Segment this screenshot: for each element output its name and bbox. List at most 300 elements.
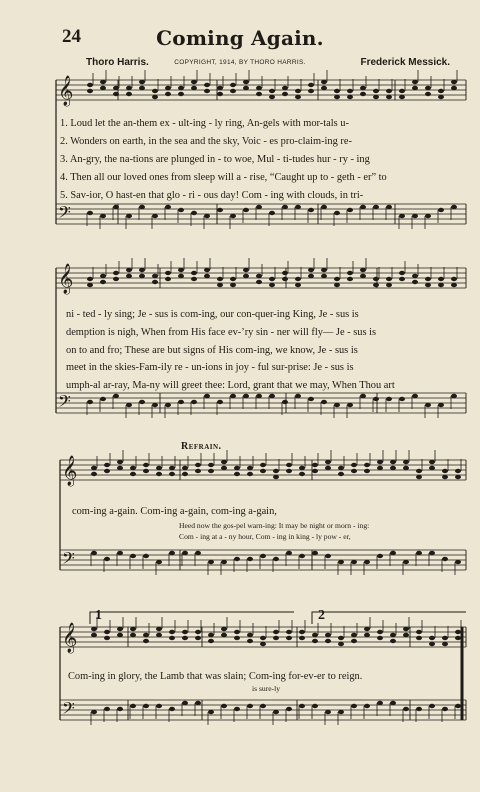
system-1-note-head	[399, 214, 405, 218]
system-2-note-head	[100, 274, 106, 278]
system-1-note-head	[178, 208, 184, 212]
system-3-note-head	[234, 466, 240, 470]
verse-2-line-2: demption is nigh, When from His face ev-’ry sin - ner will fly— Je - sus is	[66, 327, 377, 338]
system-4-note-head	[338, 636, 344, 640]
system-2-note-head	[269, 394, 275, 398]
system-3-note-head	[208, 463, 214, 467]
system-1-note-head	[295, 95, 301, 99]
system-1-note-head	[451, 80, 457, 84]
system-4-note-head	[416, 707, 422, 711]
system-3-note-head	[169, 551, 175, 555]
system-4-note-head	[338, 710, 344, 714]
system-3-note-head	[338, 560, 344, 564]
system-3-bass-clef-icon: 𝄢	[62, 548, 75, 572]
system-4-note-head	[221, 704, 227, 708]
system-4-note-head	[442, 636, 448, 640]
system-1-note-head	[217, 92, 223, 96]
system-4-note-head	[195, 630, 201, 634]
verse-5-line-2: umph-al ar-ray, Ma-ny will greet thee: Lord, grant that we may, When Thou art	[66, 380, 395, 391]
system-1-note-head	[295, 205, 301, 209]
system-1-note-head	[412, 80, 418, 84]
system-3-note-head	[195, 551, 201, 555]
system-2-note-head	[295, 277, 301, 281]
system-2-note-head	[217, 283, 223, 287]
system-2-note-head	[191, 400, 197, 404]
system-4-note-head	[312, 704, 318, 708]
system-4-note-head	[156, 633, 162, 637]
system-2-note-head	[282, 271, 288, 275]
system-2-note-head	[178, 268, 184, 272]
system-2-note-head	[152, 280, 158, 284]
system-2-note-head	[165, 271, 171, 275]
system-2-note-head	[217, 400, 223, 404]
system-4-note-head	[221, 627, 227, 631]
system-2-note-head	[191, 277, 197, 281]
system-4-note-head	[169, 636, 175, 640]
verse-2-line-1: 2. Wonders on earth, in the sea and the sky, Voic - es pro-claim-ing re-	[60, 136, 352, 147]
system-3-note-head	[182, 551, 188, 555]
system-3-note-head	[91, 551, 97, 555]
system-4-note-head	[104, 636, 110, 640]
system-1-note-head	[425, 86, 431, 90]
system-3-note-head	[130, 466, 136, 470]
system-3-note-head	[156, 472, 162, 476]
system-2-note-head	[152, 403, 158, 407]
system-4-note-head	[221, 633, 227, 637]
system-3-note-head	[312, 463, 318, 467]
system-3-note-head	[390, 466, 396, 470]
system-1-note-head	[243, 80, 249, 84]
system-3-note-head	[260, 554, 266, 558]
system-1-note-head	[139, 86, 145, 90]
system-2-note-head	[412, 280, 418, 284]
system-3-note-head	[169, 472, 175, 476]
system-2-note-head	[347, 277, 353, 281]
system-1-treble-clef-icon: 𝄞	[58, 76, 74, 106]
system-2-note-head	[165, 403, 171, 407]
system-1-note-head	[321, 80, 327, 84]
composer-left: Thoro Harris.	[86, 57, 149, 68]
system-1-note-head	[347, 89, 353, 93]
system-3-note-head	[260, 469, 266, 473]
system-1-note-head	[113, 86, 119, 90]
system-3-note-head	[325, 466, 331, 470]
second-ending-number: 2	[318, 608, 325, 623]
verse-3-line-1: 3. An-gry, the na-tions are plunged in - to woe, Mul - ti-tudes hur - ry - ing	[60, 154, 370, 165]
system-4-note-head	[299, 704, 305, 708]
system-4-note-head	[247, 704, 253, 708]
system-4-note-head	[234, 636, 240, 640]
system-4-note-head	[390, 639, 396, 643]
system-3-note-head	[390, 551, 396, 555]
system-1-note-head	[295, 89, 301, 93]
system-2-note-head	[399, 397, 405, 401]
system-2-note-head	[308, 274, 314, 278]
system-4-note-head	[169, 707, 175, 711]
system-2-note-head	[100, 280, 106, 284]
system-3-note-head	[117, 466, 123, 470]
system-3-note-head	[234, 557, 240, 561]
system-2-note-head	[425, 283, 431, 287]
system-3-note-head	[104, 557, 110, 561]
system-4-note-head	[104, 707, 110, 711]
system-2-note-head	[269, 283, 275, 287]
system-2-note-head	[360, 274, 366, 278]
system-4-note-head	[299, 636, 305, 640]
system-1-note-head	[412, 86, 418, 90]
system-1-note-head	[399, 89, 405, 93]
system-1-note-head	[152, 95, 158, 99]
system-4-note-head	[429, 636, 435, 640]
system-2-note-head	[165, 277, 171, 281]
system-2-note-head	[139, 274, 145, 278]
system-3-note-head	[130, 472, 136, 476]
page-number: 24	[62, 26, 81, 47]
system-2-note-head	[425, 277, 431, 281]
system-4-note-head	[286, 636, 292, 640]
system-2-note-head	[282, 277, 288, 281]
system-1-note-head	[139, 205, 145, 209]
system-3-note-head	[169, 466, 175, 470]
system-1-note-head	[152, 214, 158, 218]
system-3-note-head	[299, 554, 305, 558]
system-3-note-head	[143, 554, 149, 558]
system-2-note-head	[256, 394, 262, 398]
system-3-note-head	[286, 463, 292, 467]
system-2-note-head	[347, 403, 353, 407]
system-4-note-head	[325, 633, 331, 637]
system-3-note-head	[143, 463, 149, 467]
system-1-note-head	[282, 92, 288, 96]
system-1-note-head	[269, 211, 275, 215]
system-3-note-head	[390, 460, 396, 464]
system-1-note-head	[217, 208, 223, 212]
system-4-note-head	[143, 704, 149, 708]
system-3-note-head	[182, 472, 188, 476]
system-2-note-head	[113, 277, 119, 281]
system-3-note-head	[312, 469, 318, 473]
system-3-note-head	[403, 466, 409, 470]
system-1-note-head	[386, 89, 392, 93]
system-4-note-head	[364, 627, 370, 631]
system-2-note-head	[399, 271, 405, 275]
system-2-note-head	[126, 403, 132, 407]
system-2-note-head	[139, 400, 145, 404]
system-4-note-head	[351, 704, 357, 708]
system-3-note-head	[286, 551, 292, 555]
system-2-note-head	[412, 394, 418, 398]
system-2-note-head	[282, 400, 288, 404]
refrain-alt-line-2: Com - ing at a - ny hour, Com - ing in king - ly pow - er,	[179, 532, 351, 541]
system-2-note-head	[230, 283, 236, 287]
system-1-note-head	[230, 89, 236, 93]
system-3-note-head	[286, 469, 292, 473]
system-2-note-head	[373, 397, 379, 401]
system-1-note-head	[269, 95, 275, 99]
system-3-note-head	[130, 554, 136, 558]
system-4-note-head	[273, 710, 279, 714]
system-1-note-head	[165, 86, 171, 90]
system-3-note-head	[455, 469, 461, 473]
system-2-note-head	[386, 283, 392, 287]
system-3-note-head	[377, 554, 383, 558]
system-4-note-head	[364, 633, 370, 637]
system-1-note-head	[256, 86, 262, 90]
system-1-note-head	[256, 205, 262, 209]
verse-1-line-1: 1. Loud let the an-them ex - ult-ing - ly ring, An-gels with mor-tals u-	[60, 118, 349, 129]
system-2-note-head	[321, 400, 327, 404]
system-2-note-head	[152, 274, 158, 278]
system-2-note-head	[321, 274, 327, 278]
system-2-note-head	[217, 277, 223, 281]
second-ending-bracket	[312, 612, 466, 624]
system-2-note-head	[373, 277, 379, 281]
system-1-note-head	[386, 95, 392, 99]
system-4-note-head	[338, 642, 344, 646]
system-3-note-head	[364, 560, 370, 564]
system-1-note-head	[360, 92, 366, 96]
verse-3-line-2: on to and fro; These are but signs of His com-ing, we know, Je - sus is	[66, 345, 358, 356]
system-4-note-head	[117, 627, 123, 631]
system-4-note-head	[91, 633, 97, 637]
system-4-note-head	[286, 630, 292, 634]
system-2-note-head	[100, 397, 106, 401]
system-3-note-head	[182, 466, 188, 470]
system-1-note-head	[178, 86, 184, 90]
system-3-note-head	[156, 466, 162, 470]
system-2-note-head	[451, 283, 457, 287]
system-3-note-head	[234, 472, 240, 476]
system-3-note-head	[338, 472, 344, 476]
system-3-note-head	[221, 460, 227, 464]
system-2-note-head	[113, 394, 119, 398]
system-1-note-head	[126, 86, 132, 90]
system-3-note-head	[442, 475, 448, 479]
system-4-note-head	[208, 710, 214, 714]
system-1-note-head	[282, 86, 288, 90]
system-4-note-head	[416, 630, 422, 634]
system-4-note-head	[130, 633, 136, 637]
system-2-note-head	[256, 280, 262, 284]
system-4-note-head	[182, 636, 188, 640]
system-1-note-head	[165, 205, 171, 209]
system-4-note-head	[182, 701, 188, 705]
copyright-notice: COPYRIGHT, 1914, BY THORO HARRIS.	[174, 59, 306, 66]
system-4-note-head	[351, 633, 357, 637]
system-2-note-head	[360, 268, 366, 272]
system-4-note-head	[403, 707, 409, 711]
system-1-note-head	[256, 92, 262, 96]
system-3-note-head	[325, 460, 331, 464]
system-3-note-head	[273, 475, 279, 479]
system-1-note-head	[191, 80, 197, 84]
system-2-note-head	[230, 277, 236, 281]
system-1-note-head	[321, 86, 327, 90]
system-2-note-head	[126, 274, 132, 278]
system-3-note-head	[195, 469, 201, 473]
system-3-note-head	[221, 560, 227, 564]
system-3-note-head	[273, 557, 279, 561]
system-1-note-head	[230, 83, 236, 87]
system-2-note-head	[373, 283, 379, 287]
system-2-note-head	[412, 274, 418, 278]
system-1-note-head	[204, 89, 210, 93]
system-4-note-head	[117, 707, 123, 711]
system-1-note-head	[347, 95, 353, 99]
system-1-note-head	[373, 95, 379, 99]
system-3-note-head	[403, 460, 409, 464]
system-1-note-head	[152, 89, 158, 93]
system-2-note-head	[425, 403, 431, 407]
system-2-note-head	[191, 271, 197, 275]
song-title: Coming Again.	[156, 26, 324, 50]
system-3-note-head	[195, 463, 201, 467]
system-1-note-head	[451, 86, 457, 90]
verse-1-line-2: ni - ted - ly sing; Je - sus is com-ing, our con-quer-ing King, Je - sus is	[66, 309, 359, 320]
system-4-note-head	[273, 630, 279, 634]
refrain-line-1: com-ing a-gain. Com-ing a-gain, com-ing a-gain,	[72, 506, 277, 517]
system-2-note-head	[451, 277, 457, 281]
system-1-note-head	[360, 205, 366, 209]
system-1-note-head	[191, 86, 197, 90]
system-4-note-head	[195, 701, 201, 705]
system-1-note-head	[204, 214, 210, 218]
first-ending-bracket	[90, 612, 294, 624]
system-2-note-head	[386, 277, 392, 281]
system-4-note-head	[377, 630, 383, 634]
system-1-note-head	[308, 83, 314, 87]
system-4-note-head	[195, 636, 201, 640]
system-3-note-head	[273, 469, 279, 473]
system-4-note-head	[286, 707, 292, 711]
system-4-note-head	[403, 627, 409, 631]
system-2-bass-clef-icon: 𝄢	[58, 391, 71, 415]
system-3-note-head	[351, 560, 357, 564]
system-2-note-head	[87, 277, 93, 281]
system-3-note-head	[156, 560, 162, 564]
system-3-note-head	[143, 469, 149, 473]
system-1-note-head	[321, 205, 327, 209]
system-1-note-head	[87, 89, 93, 93]
system-1-note-head	[308, 208, 314, 212]
system-1-note-head	[360, 86, 366, 90]
system-1-note-head	[399, 95, 405, 99]
system-1-note-head	[386, 205, 392, 209]
system-4-note-head	[117, 633, 123, 637]
system-3-note-head	[416, 551, 422, 555]
system-4-note-head	[312, 639, 318, 643]
system-2-note-head	[126, 268, 132, 272]
system-1-note-head	[334, 211, 340, 215]
system-3-note-head	[91, 472, 97, 476]
system-4-note-head	[442, 642, 448, 646]
system-1-note-head	[438, 95, 444, 99]
system-4-note-head	[377, 701, 383, 705]
system-1-note-head	[269, 89, 275, 93]
system-2-note-head	[334, 277, 340, 281]
system-2-note-head	[295, 283, 301, 287]
system-2-note-head	[139, 268, 145, 272]
system-3-note-head	[221, 466, 227, 470]
system-2-note-head	[243, 394, 249, 398]
system-4-note-head	[455, 636, 461, 640]
system-3-note-head	[377, 466, 383, 470]
system-3-note-head	[104, 463, 110, 467]
system-4-note-head	[182, 630, 188, 634]
system-2-note-head	[178, 400, 184, 404]
system-4-note-head	[429, 642, 435, 646]
system-1-note-head	[87, 211, 93, 215]
system-2-note-head	[347, 271, 353, 275]
system-2-note-head	[360, 394, 366, 398]
system-1-note-head	[113, 205, 119, 209]
system-4-note-head	[91, 710, 97, 714]
system-4-treble-clef-icon: 𝄞	[62, 623, 78, 653]
system-2-note-head	[438, 283, 444, 287]
system-1-note-head	[87, 83, 93, 87]
system-2-note-head	[308, 268, 314, 272]
system-1-note-head	[139, 80, 145, 84]
system-2-note-head	[438, 403, 444, 407]
system-1-note-head	[308, 89, 314, 93]
system-1-note-head	[178, 92, 184, 96]
verse-5-line-1: 5. Sav-ior, O hast-en that glo - ri - ous day! Com - ing with clouds, in tri-	[60, 190, 364, 201]
system-4-note-head	[325, 639, 331, 643]
system-1-note-head	[373, 205, 379, 209]
system-3-note-head	[117, 551, 123, 555]
system-3-note-head	[260, 463, 266, 467]
system-2-note-head	[204, 274, 210, 278]
system-2-note-head	[256, 274, 262, 278]
refrain-alt-line-1: Heed now the gos-pel warn-ing: It may be night or morn - ing:	[179, 521, 370, 530]
refrain-line-2: Com-ing in glory, the Lamb that was slain; Com-ing for-ev-er to reign.	[68, 671, 363, 682]
system-2-note-head	[243, 268, 249, 272]
system-1-note-head	[113, 92, 119, 96]
system-3-note-head	[364, 463, 370, 467]
system-1-note-head	[334, 89, 340, 93]
system-3-note-head	[247, 557, 253, 561]
system-1-bass-clef-icon: 𝄢	[58, 202, 71, 226]
system-4-note-head	[390, 701, 396, 705]
system-1-note-head	[282, 205, 288, 209]
system-1-note-head	[230, 214, 236, 218]
system-1-note-head	[451, 205, 457, 209]
system-4-note-head	[416, 636, 422, 640]
system-2-treble-clef-icon: 𝄞	[58, 264, 74, 294]
system-3-note-head	[351, 469, 357, 473]
system-1-note-head	[191, 211, 197, 215]
system-1-note-head	[165, 92, 171, 96]
system-1-note-head	[347, 208, 353, 212]
system-4-note-head	[260, 636, 266, 640]
system-3-note-head	[208, 560, 214, 564]
system-3-note-head	[429, 551, 435, 555]
system-4-note-head	[364, 704, 370, 708]
system-3-note-head	[299, 466, 305, 470]
system-3-note-head	[403, 560, 409, 564]
system-1-note-head	[243, 208, 249, 212]
system-4-note-head	[325, 710, 331, 714]
system-1-note-head	[126, 214, 132, 218]
system-4-note-head	[403, 633, 409, 637]
system-3-note-head	[338, 466, 344, 470]
system-4-note-head	[455, 630, 461, 634]
system-4-note-head	[143, 639, 149, 643]
system-4-note-head	[455, 704, 461, 708]
system-3-note-head	[364, 469, 370, 473]
refrain-small-text: is sure-ly	[252, 684, 281, 693]
system-1-note-head	[243, 86, 249, 90]
